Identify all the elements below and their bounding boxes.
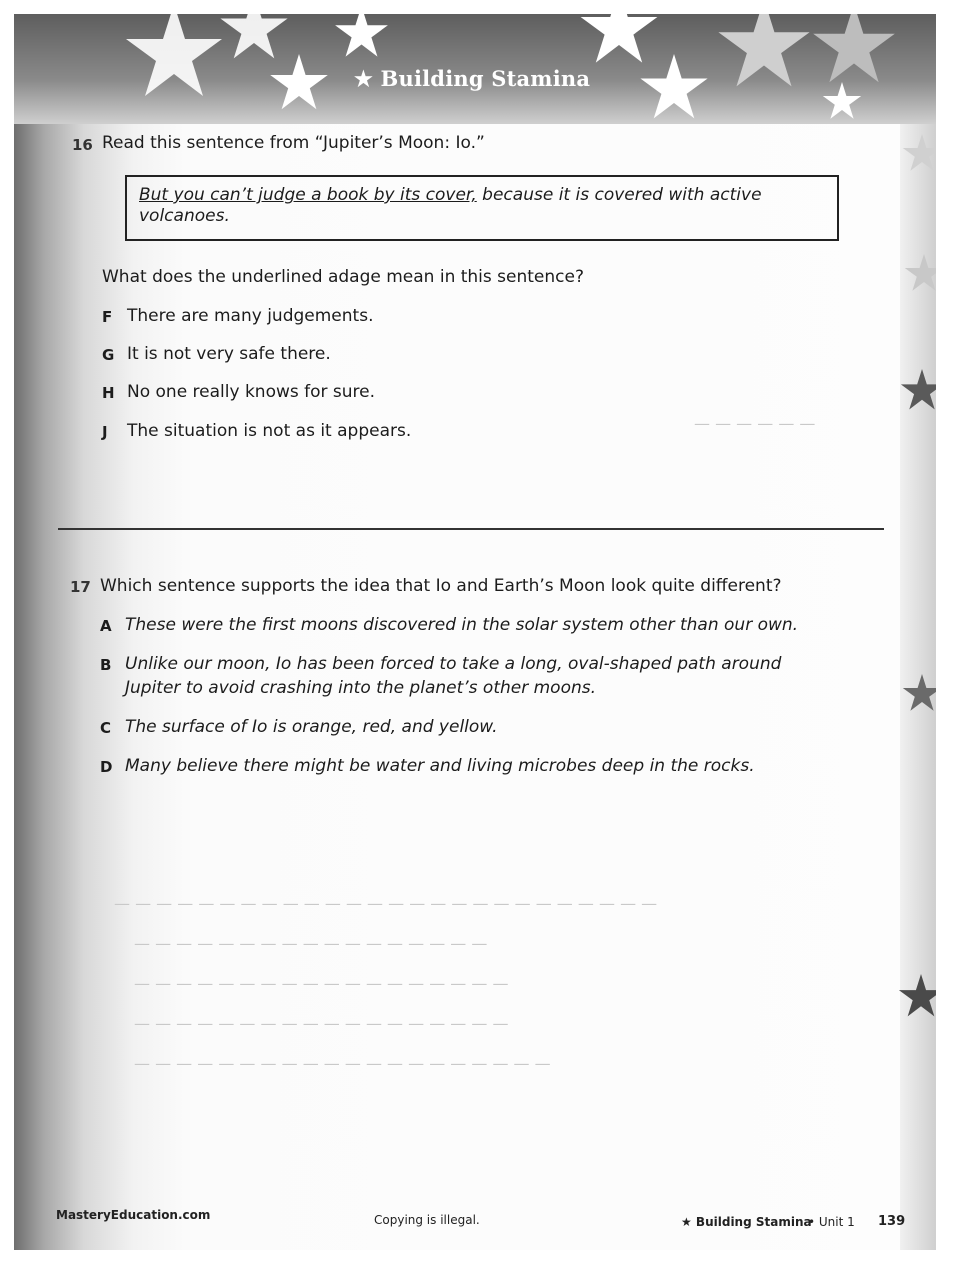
star-icon: [822, 82, 862, 122]
answer-choice-letter[interactable]: G: [102, 346, 115, 364]
star-icon: [898, 974, 936, 1020]
question-number: 17: [70, 578, 91, 596]
answer-choice-j[interactable]: The situation is not as it appears.: [127, 421, 412, 441]
answer-choice-letter[interactable]: B: [100, 656, 112, 674]
bleed-through-text: — — — — — — — — — — — — — — — — — — — —: [134, 1054, 551, 1073]
footer-section-title: ★ Building Stamina: [681, 1215, 812, 1229]
bleed-through-text: — — — — — — — — — — — — — — — — — —: [134, 974, 509, 993]
section-divider: [58, 528, 884, 530]
bleed-through-text: — — — — — —: [694, 414, 816, 433]
star-icon: [902, 134, 936, 174]
question-prompt: Read this sentence from “Jupiter’s Moon: Io.”: [102, 133, 485, 153]
answer-choice-letter[interactable]: A: [100, 617, 112, 635]
footer-page-number: 139: [878, 1214, 906, 1229]
bleed-through-text: — — — — — — — — — — — — — — — — —: [134, 934, 488, 953]
star-icon: [904, 254, 936, 294]
passage-box: [125, 175, 839, 241]
answer-choice-letter[interactable]: J: [102, 423, 108, 441]
answer-choice-letter[interactable]: F: [102, 308, 113, 326]
underlined-adage: But you can’t judge a book by its cover,: [139, 185, 477, 205]
footer-copyright-notice: Copying is illegal.: [374, 1213, 480, 1227]
answer-choice-letter[interactable]: C: [100, 719, 112, 737]
passage-text: [139, 185, 829, 227]
answer-choice-f[interactable]: There are many judgements.: [127, 306, 374, 326]
page-header-title: ★ Building Stamina: [354, 66, 591, 91]
bleed-through-text: — — — — — — — — — — — — — — — — — — — — — — — — — —: [114, 894, 658, 913]
star-icon: [639, 54, 709, 124]
answer-choice-a[interactable]: These were the first moons discovered in the solar system other than our own.: [125, 615, 799, 635]
answer-choice-b[interactable]: Unlike our moon, Io has been forced to take a long, oval-shaped path around: [125, 654, 782, 674]
star-icon: [809, 14, 899, 89]
question-prompt: Which sentence supports the idea that Io and Earth’s Moon look quite different?: [100, 576, 782, 596]
answer-choice-letter[interactable]: D: [100, 758, 113, 776]
answer-choice-letter[interactable]: H: [102, 384, 115, 402]
bleed-through-text: — — — — — — — — — — — — — — — — — —: [134, 1014, 509, 1033]
star-icon: [334, 14, 389, 61]
answer-choice-h[interactable]: No one really knows for sure.: [127, 382, 376, 402]
footer-site: MasteryEducation.com: [56, 1208, 211, 1222]
passage-text-line2: volcanoes.: [139, 206, 230, 226]
answer-choice-g[interactable]: It is not very safe there.: [127, 344, 331, 364]
footer-unit: • Unit 1: [808, 1215, 855, 1229]
star-icon: [714, 14, 814, 94]
question-number: 16: [72, 136, 93, 154]
answer-choice-c[interactable]: The surface of Io is orange, red, and yellow.: [125, 717, 498, 737]
star-icon: [902, 674, 936, 714]
star-icon: [900, 369, 936, 413]
question-text: What does the underlined adage mean in this sentence?: [102, 267, 584, 287]
workbook-page: [14, 14, 936, 1250]
passage-text-rest: because it is covered with active: [476, 185, 762, 205]
star-icon: [119, 14, 229, 104]
page-edge: [900, 14, 936, 1250]
answer-choice-b-line2[interactable]: Jupiter to avoid crashing into the planet’s other moons.: [125, 678, 597, 698]
answer-choice-d[interactable]: Many believe there might be water and living microbes deep in the rocks.: [125, 756, 755, 776]
star-icon: [269, 54, 329, 114]
